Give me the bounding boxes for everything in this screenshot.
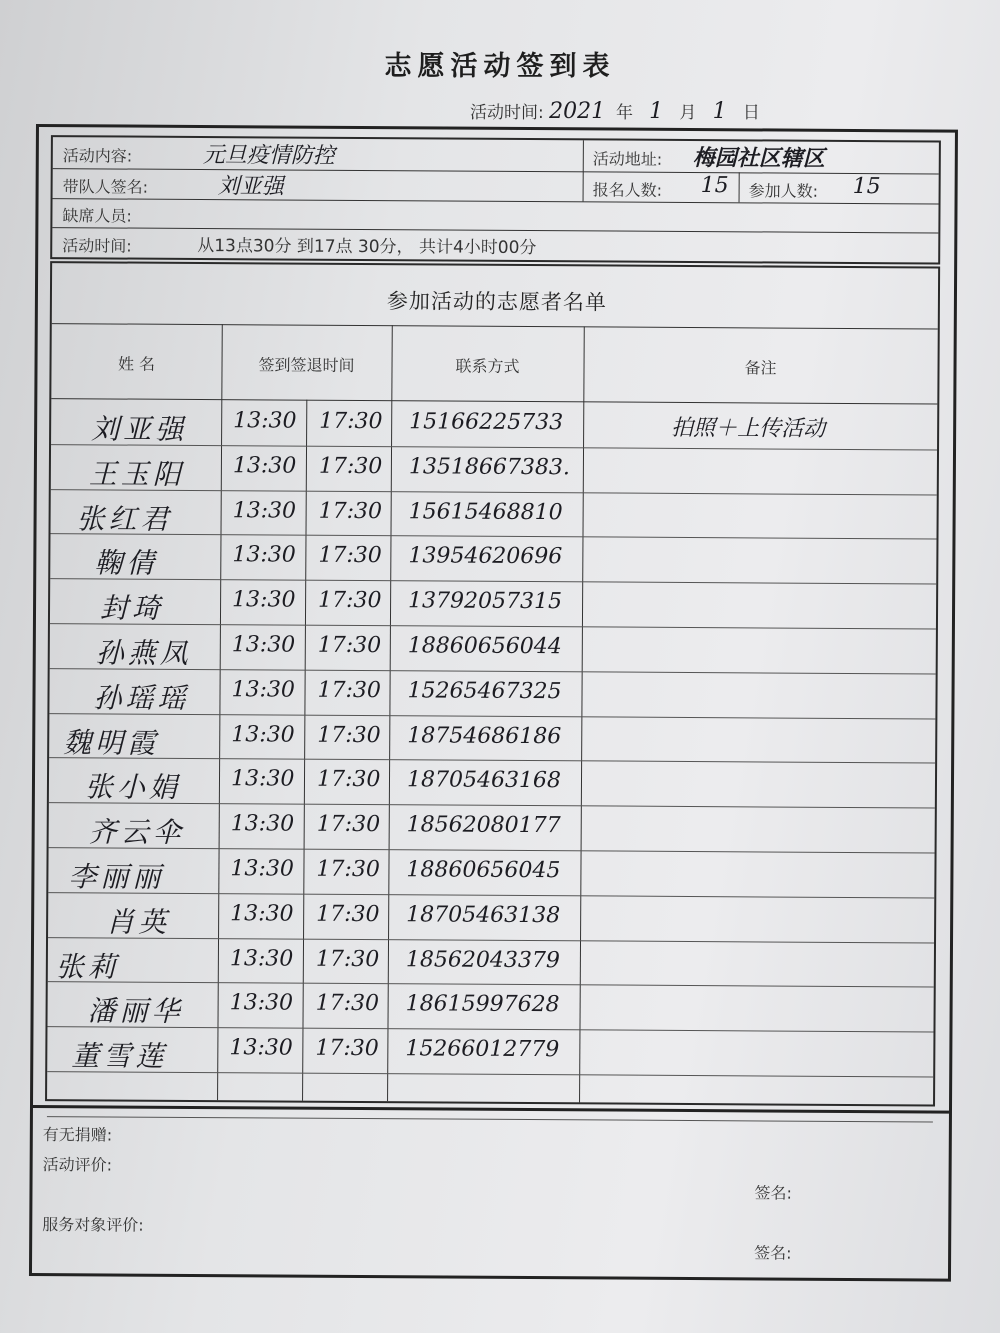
divider xyxy=(739,172,740,202)
volunteer-name: 肖英 xyxy=(106,905,171,939)
phone-number: 18860656044 xyxy=(407,633,562,660)
sign-in-time: 13:30 xyxy=(229,945,294,972)
date-day-unit: 日 xyxy=(742,103,760,123)
phone-number: 15265467325 xyxy=(407,678,562,705)
sign-in-time: 13:30 xyxy=(230,900,294,927)
col-name-header: 姓 名 xyxy=(117,354,156,374)
sign-out-time: 17:30 xyxy=(319,408,383,435)
signature-label: 签名: xyxy=(754,1243,792,1263)
sign-out-time: 17:30 xyxy=(318,543,382,569)
sign-out-time: 17:30 xyxy=(316,856,380,883)
phone-number: 15166225733 xyxy=(409,409,564,436)
sign-in-time: 13:30 xyxy=(232,542,296,568)
time-label: 活动时间: xyxy=(62,236,132,256)
volunteer-name: 董雪莲 xyxy=(71,1039,168,1074)
volunteer-name: 封琦 xyxy=(99,591,165,625)
sign-out-time: 17:30 xyxy=(318,453,383,479)
volunteer-name: 张小娟 xyxy=(84,770,182,805)
phone-number: 15615468810 xyxy=(408,498,563,525)
sign-in-time: 13:30 xyxy=(233,408,297,434)
sign-out-time: 17:30 xyxy=(316,811,381,838)
row-divider xyxy=(47,1071,933,1077)
address-label: 活动地址: xyxy=(592,149,663,169)
divider xyxy=(583,140,584,201)
volunteer-name: 齐云伞 xyxy=(88,815,185,850)
sign-in-time: 13:30 xyxy=(230,766,295,792)
address-value: 梅园社区辖区 xyxy=(692,145,825,172)
phone-number: 18705463168 xyxy=(406,767,562,794)
volunteer-name: 李丽丽 xyxy=(68,860,165,894)
sign-in-time: 13:30 xyxy=(230,856,294,882)
table-row xyxy=(47,1030,937,1079)
table-row xyxy=(50,582,940,631)
table-row xyxy=(51,448,941,497)
sign-in-time: 13:30 xyxy=(232,497,297,524)
phone-number: 13954620696 xyxy=(408,543,563,570)
leader-signature: 刘亚强 xyxy=(217,174,284,200)
phone-number: 18562043379 xyxy=(405,946,560,973)
sign-in-time: 13:30 xyxy=(231,677,296,703)
absent-label: 缺席人员: xyxy=(62,206,132,226)
volunteer-name: 魏明霞 xyxy=(63,725,160,760)
sign-in-time: 13:30 xyxy=(231,721,295,748)
sign-in-time: 13:30 xyxy=(232,453,297,479)
table-row xyxy=(48,851,938,900)
sign-out-time: 17:30 xyxy=(315,946,380,972)
volunteer-name: 潘丽华 xyxy=(87,994,184,1029)
phone-number: 18615997628 xyxy=(405,991,560,1018)
footer-section xyxy=(32,1105,949,1279)
sign-out-time: 17:30 xyxy=(316,767,381,793)
sign-in-time: 13:30 xyxy=(229,1035,293,1061)
sign-out-time: 17:30 xyxy=(317,722,381,748)
table-row xyxy=(47,985,937,1034)
phone-number: 18860656045 xyxy=(406,857,561,884)
date-year-unit: 年 xyxy=(615,103,633,123)
volunteer-name: 孙燕凤 xyxy=(95,636,192,670)
sign-out-time: 17:30 xyxy=(316,901,380,927)
registered-count: 15 xyxy=(700,173,729,199)
leader-label: 带队人签名: xyxy=(62,177,149,197)
content-value: 元旦疫情防控 xyxy=(202,143,335,169)
col-time-header: 签到签退时间 xyxy=(258,355,355,375)
phone-number: 18562080177 xyxy=(406,812,561,839)
time-value: 从13点30分 到17点 30分， 共计4小时00分 xyxy=(197,235,537,259)
volunteer-name: 鞠倩 xyxy=(94,546,159,581)
phone-number: 13518667383. xyxy=(408,454,570,481)
attended-count: 15 xyxy=(852,173,881,200)
header-info-table xyxy=(50,135,941,264)
activity-date xyxy=(470,98,760,124)
remark: 拍照＋上传活动 xyxy=(671,415,826,442)
table-row xyxy=(49,806,939,855)
date-month-unit: 月 xyxy=(679,103,697,123)
table-row xyxy=(50,627,940,676)
registered-label: 报名人数: xyxy=(592,180,663,200)
sign-out-time: 17:30 xyxy=(318,587,382,614)
date-day: 1 xyxy=(712,99,727,124)
signature-label: 签名: xyxy=(754,1183,792,1203)
sign-out-time: 17:30 xyxy=(315,991,380,1017)
date-month: 1 xyxy=(649,99,664,124)
volunteer-name: 刘亚强 xyxy=(91,412,188,446)
table-row xyxy=(51,403,941,452)
sign-out-time: 17:30 xyxy=(318,498,383,524)
donation-label: 有无捐赠: xyxy=(42,1125,113,1145)
phone-number: 18705463138 xyxy=(406,902,561,929)
phone-number: 18754686186 xyxy=(407,722,562,749)
evaluation-label: 活动评价: xyxy=(42,1155,113,1175)
list-title: 参加活动的志愿者名单 xyxy=(386,289,607,315)
form-frame xyxy=(29,124,958,1282)
volunteer-list-table xyxy=(45,261,940,1106)
sign-out-time: 17:30 xyxy=(317,677,382,703)
table-row xyxy=(49,672,939,721)
table-row xyxy=(48,896,938,945)
attended-label: 参加人数: xyxy=(748,181,819,201)
volunteer-name: 孙瑶瑶 xyxy=(93,681,190,715)
content-label: 活动内容: xyxy=(62,146,133,166)
sign-in-time: 13:30 xyxy=(229,990,294,1016)
divider xyxy=(52,323,938,329)
sign-in-time: 13:30 xyxy=(231,632,296,658)
phone-number: 15266012779 xyxy=(405,1036,560,1063)
phone-number: 13792057315 xyxy=(408,588,563,615)
sign-out-time: 17:30 xyxy=(315,1035,379,1062)
sign-out-time: 17:30 xyxy=(317,632,382,659)
sign-in-time: 13:30 xyxy=(232,587,296,613)
volunteer-name: 王玉阳 xyxy=(88,457,185,491)
service-evaluation-label: 服务对象评价: xyxy=(42,1215,144,1235)
date-label: 活动时间: xyxy=(470,103,544,123)
table-row xyxy=(48,941,938,990)
volunteer-name: 张红君 xyxy=(76,501,173,536)
table-row xyxy=(49,761,939,810)
table-row xyxy=(49,717,939,766)
page-title: 志愿活动签到表 xyxy=(384,51,616,82)
sign-in-time: 13:30 xyxy=(230,811,295,837)
col-contact-header: 联系方式 xyxy=(455,356,520,376)
volunteer-name: 张莉 xyxy=(55,949,120,984)
col-remark-header: 备注 xyxy=(744,358,777,378)
table-row xyxy=(50,493,940,542)
date-year: 2021 xyxy=(549,99,606,124)
table-row xyxy=(50,537,940,586)
